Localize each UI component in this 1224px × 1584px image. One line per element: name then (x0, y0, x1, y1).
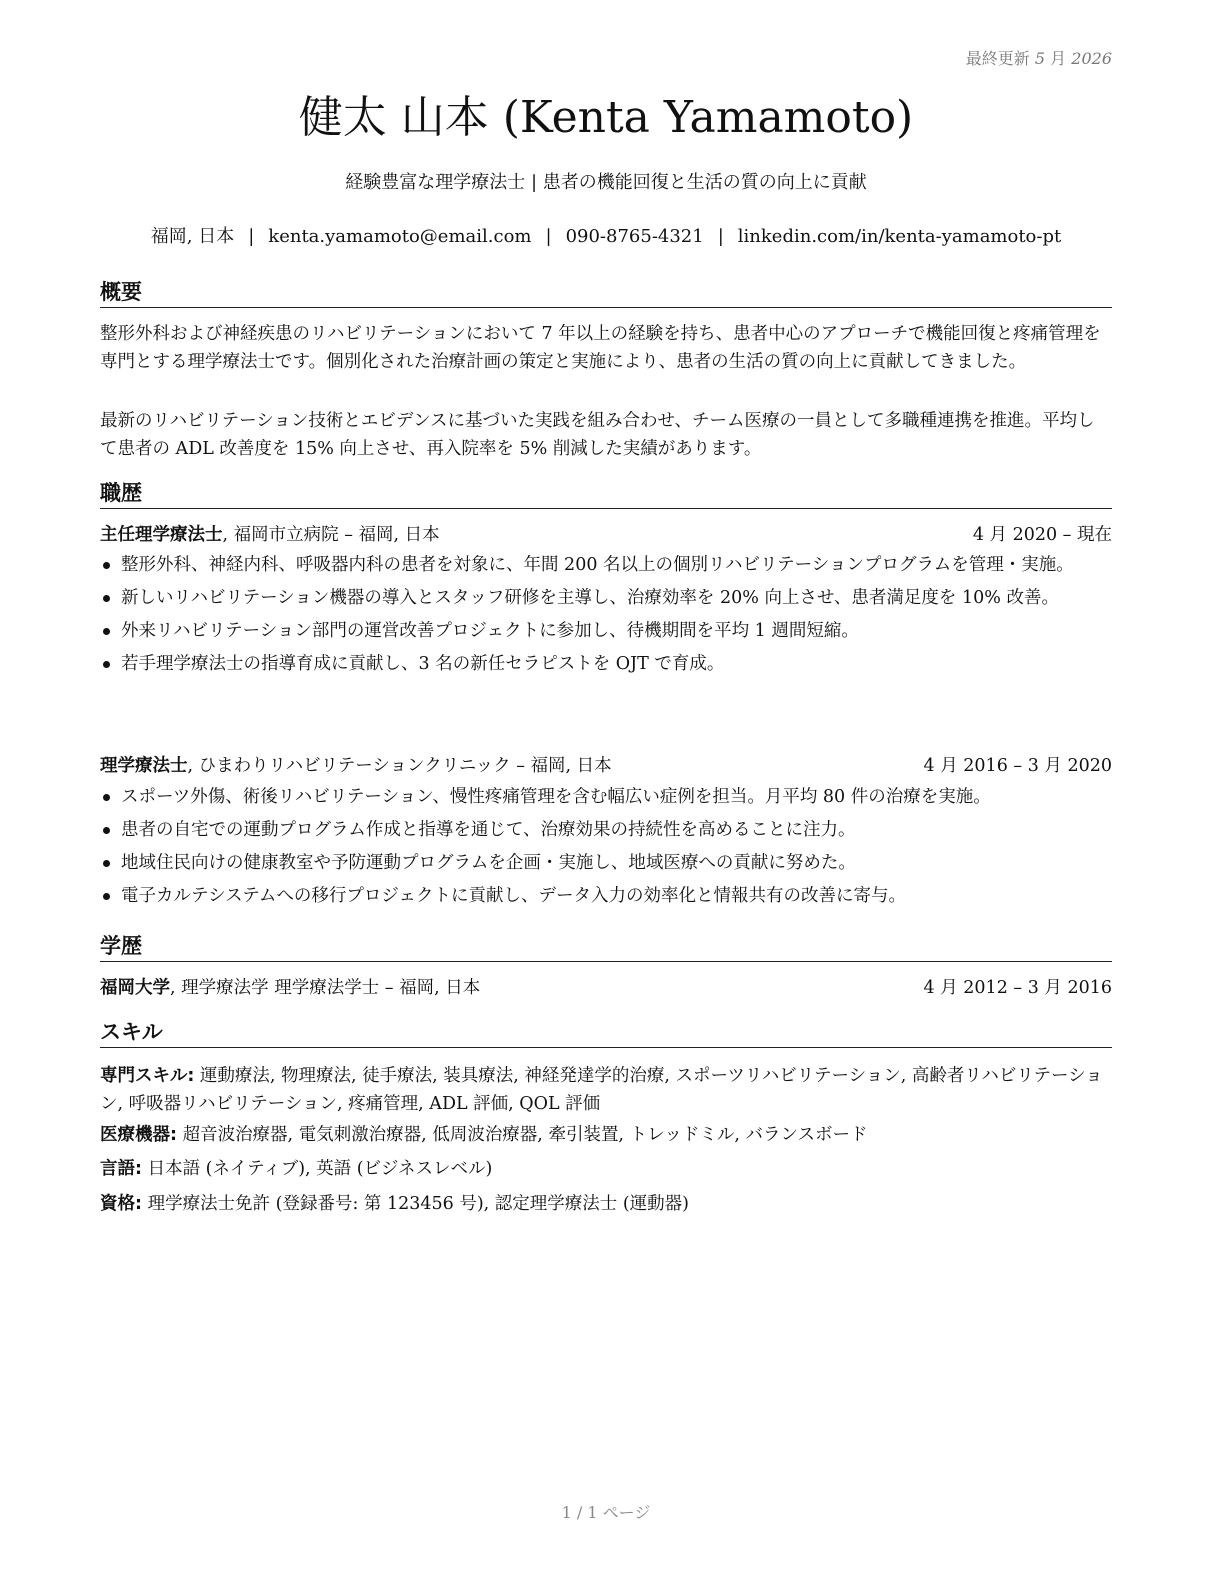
job-dates: 4 月 2020 – 現在 (972, 525, 1112, 545)
section-heading-skills: スキル (100, 1018, 1112, 1048)
list-item: 患者の自宅での運動プログラム作成と指導を通じて、治療効果の持続性を高めることに注力。 (100, 816, 1112, 844)
job-organization: , ひまわりリハビリテーションクリニック – 福岡, 日本 (187, 756, 612, 776)
skill-value: 運動療法, 物理療法, 徒手療法, 装具療法, 神経発達学的治療, スポーツリハビリテーション, 高齢者リハビリテーション, 呼吸器リハビリテーション, 疼痛管理, ADL 評価, QOL 評価 (100, 1066, 1103, 1114)
skill-value: 理学療法士免許 (登録番号: 第 123456 号), 認定理学療法士 (運動器) (142, 1194, 690, 1214)
contact-separator: | (248, 226, 255, 247)
contact-linkedin[interactable]: linkedin.com/in/kenta-yamamoto-pt (737, 226, 1062, 247)
education-entry (100, 975, 1112, 1001)
job-title: 主任理学療法士 (100, 525, 223, 545)
contact-line (100, 224, 1112, 250)
last-updated (966, 46, 1112, 69)
last-updated-label: 最終更新 (965, 49, 1030, 68)
job-bullets (100, 783, 1112, 915)
skill-value: 超音波治療器, 電気刺激治療器, 低周波治療器, 牽引装置, トレッドミル, バランスボード (177, 1125, 868, 1145)
list-item: 新しいリハビリテーション機器の導入とスタッフ研修を主導し、治療効率を 20% 向上させ、患者満足度を 10% 改善。 (100, 584, 1112, 612)
list-item: スポーツ外傷、術後リハビリテーション、慢性疼痛管理を含む幅広い症例を担当。月平均 80 件の治療を実施。 (100, 783, 1112, 811)
skill-label: 資格: (100, 1194, 142, 1214)
list-item: 地域住民向けの健康教室や予防運動プログラムを企画・実施し、地域医療への貢献に努めた。 (100, 849, 1112, 877)
education-dates: 4 月 2012 – 3 月 2016 (923, 978, 1112, 998)
skill-row-certifications (100, 1190, 1112, 1218)
candidate-name: 健太 山本 (Kenta Yamamoto) (298, 92, 914, 143)
contact-separator: | (717, 226, 724, 247)
section-heading-education: 学歴 (100, 932, 1112, 962)
contact-location: 福岡, 日本 (150, 226, 235, 247)
job-organization: , 福岡市立病院 – 福岡, 日本 (222, 525, 440, 545)
job-header (100, 753, 1112, 779)
school-name: 福岡大学 (100, 978, 170, 998)
last-updated-year: 2026 (1071, 49, 1112, 68)
job-header (100, 522, 1112, 548)
section-heading-summary: 概要 (100, 278, 1112, 308)
list-item: 若手理学療法士の指導育成に貢献し、3 名の新任セラピストを OJT で育成。 (100, 650, 1112, 678)
skill-label: 専門スキル: (100, 1066, 195, 1086)
contact-phone[interactable]: 090-8765-4321 (565, 226, 704, 247)
tagline: 経験豊富な理学療法士 | 患者の機能回復と生活の質の向上に貢献 (345, 172, 867, 193)
page-indicator: 1 / 1 ページ (561, 1503, 651, 1522)
last-updated-month-unit: 月 (1050, 49, 1067, 68)
summary-paragraph: 整形外科および神経疾患のリハビリテーションにおいて 7 年以上の経験を持ち、患者中心のアプローチで機能回復と疼痛管理を専門とする理学療法士です。個別化された治療計画の策定と実施により、患者の生活の質の向上に貢献してきました。 (100, 324, 1101, 372)
section-heading-experience: 職歴 (100, 479, 1112, 509)
list-item: 電子カルテシステムへの移行プロジェクトに貢献し、データ入力の効率化と情報共有の改善に寄与。 (100, 882, 1112, 910)
last-updated-month: 5 (1034, 49, 1046, 68)
list-item: 整形外科、神経内科、呼吸器内科の患者を対象に、年間 200 名以上の個別リハビリテーションプログラムを管理・実施。 (100, 551, 1112, 579)
skill-row-equipment (100, 1121, 1112, 1149)
contact-email[interactable]: kenta.yamamoto@email.com (268, 226, 532, 247)
resume-page (100, 0, 1112, 1584)
summary-paragraph: 最新のリハビリテーション技術とエビデンスに基づいた実践を組み合わせ、チーム医療の一員として多職種連携を推進。平均して患者の ADL 改善度を 15% 向上させ、再入院率を 5% 削減した実績があります。 (100, 411, 1095, 459)
list-item: 外来リハビリテーション部門の運営改善プロジェクトに参加し、待機期間を平均 1 週間短縮。 (100, 617, 1112, 645)
job-title: 理学療法士 (100, 756, 188, 776)
skill-label: 医療機器: (100, 1125, 177, 1145)
skill-label: 言語: (100, 1159, 142, 1179)
education-detail: , 理学療法学 理学療法学士 – 福岡, 日本 (170, 978, 481, 998)
skill-row-languages (100, 1155, 1112, 1183)
skill-row-specialty (100, 1062, 1112, 1118)
job-bullets (100, 551, 1112, 683)
contact-separator: | (545, 226, 552, 247)
skill-value: 日本語 (ネイティブ), 英語 (ビジネスレベル) (142, 1159, 493, 1179)
job-dates: 4 月 2016 – 3 月 2020 (923, 756, 1112, 776)
